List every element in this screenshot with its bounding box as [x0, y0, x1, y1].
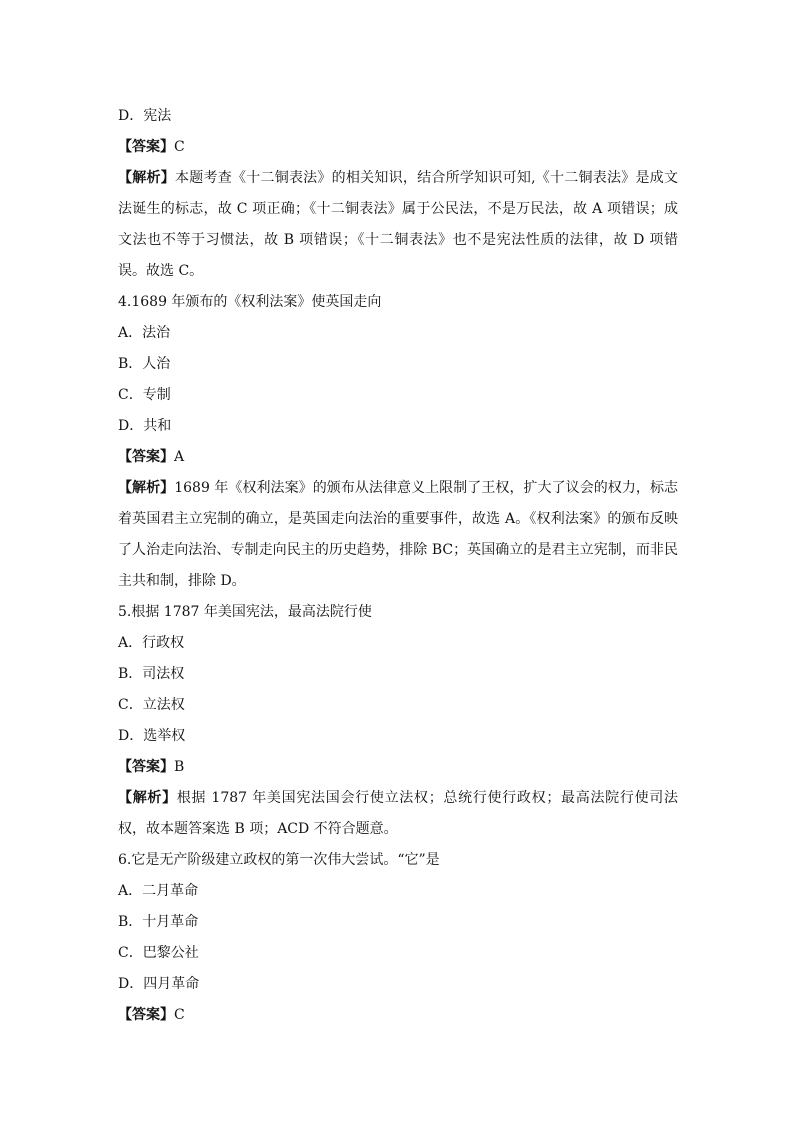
option-a: A．法治 — [118, 325, 171, 341]
analysis-label: 【解析】 — [118, 170, 175, 186]
answer-label: 【答案】 — [118, 1007, 174, 1023]
option-c: C．巴黎公社 — [118, 945, 199, 961]
option-a: A．行政权 — [118, 635, 185, 651]
answer — [118, 132, 678, 163]
answer-label: 【答案】 — [118, 449, 174, 465]
analysis-text: 本题考查《十二铜表法》的相关知识，结合所学知识可知,《十二铜表法》是成文法诞生的标志，故 C 项正确；《十二铜表法》属于公民法，不是万民法，故 A 项错误；成文法也不等于习惯法，故 B 项错误；《十二铜表法》也不是宪法性质的法律，故 D 项错误。故选 C。 — [118, 170, 679, 279]
option-d: D．共和 — [118, 418, 172, 434]
answer — [118, 1000, 678, 1031]
analysis — [118, 473, 678, 597]
answer-value: B — [174, 759, 185, 775]
answer-label: 【答案】 — [118, 759, 174, 775]
answer — [118, 752, 678, 783]
question-stem: 5.根据 1787 年美国宪法，最高法院行使 — [118, 604, 372, 620]
option-c: C．专制 — [118, 387, 171, 403]
question-stem: 4.1689 年颁布的《权利法案》使英国走向 — [118, 294, 382, 310]
option-c: C．立法权 — [118, 697, 185, 713]
analysis-label: 【解析】 — [118, 480, 175, 496]
analysis — [118, 163, 678, 287]
option-d: D．宪法 — [118, 108, 172, 124]
answer — [118, 442, 678, 473]
answer-value: A — [174, 449, 185, 465]
answer-label: 【答案】 — [118, 139, 174, 155]
option-d: D．四月革命 — [118, 976, 200, 992]
analysis — [118, 783, 678, 845]
option-b: B．人治 — [118, 356, 171, 372]
analysis-label: 【解析】 — [118, 790, 177, 806]
analysis-text: 根据 1787 年美国宪法国会行使立法权；总统行使行政权；最高法院行使司法权，故本题答案选 B 项；ACD 不符合题意。 — [118, 790, 679, 837]
answer-value: C — [174, 1007, 185, 1023]
option-a: A．二月革命 — [118, 883, 199, 899]
document-page — [118, 101, 678, 1031]
analysis-text: 1689 年《权利法案》的颁布从法律意义上限制了王权，扩大了议会的权力，标志着英国君主立宪制的确立，是英国走向法治的重要事件，故选 A。《权利法案》的颁布反映了人治走向法治、专制走向民主的历史趋势，排除 BC；英国确立的是君主立宪制，而非民主共和制，排除 D。 — [118, 480, 679, 589]
option-b: B．司法权 — [118, 666, 185, 682]
option-b: B．十月革命 — [118, 914, 199, 930]
answer-value: C — [174, 139, 185, 155]
option-d: D．选举权 — [118, 728, 186, 744]
question-stem: 6.它是无产阶级建立政权的第一次伟大尝试。“它”是 — [118, 852, 440, 868]
